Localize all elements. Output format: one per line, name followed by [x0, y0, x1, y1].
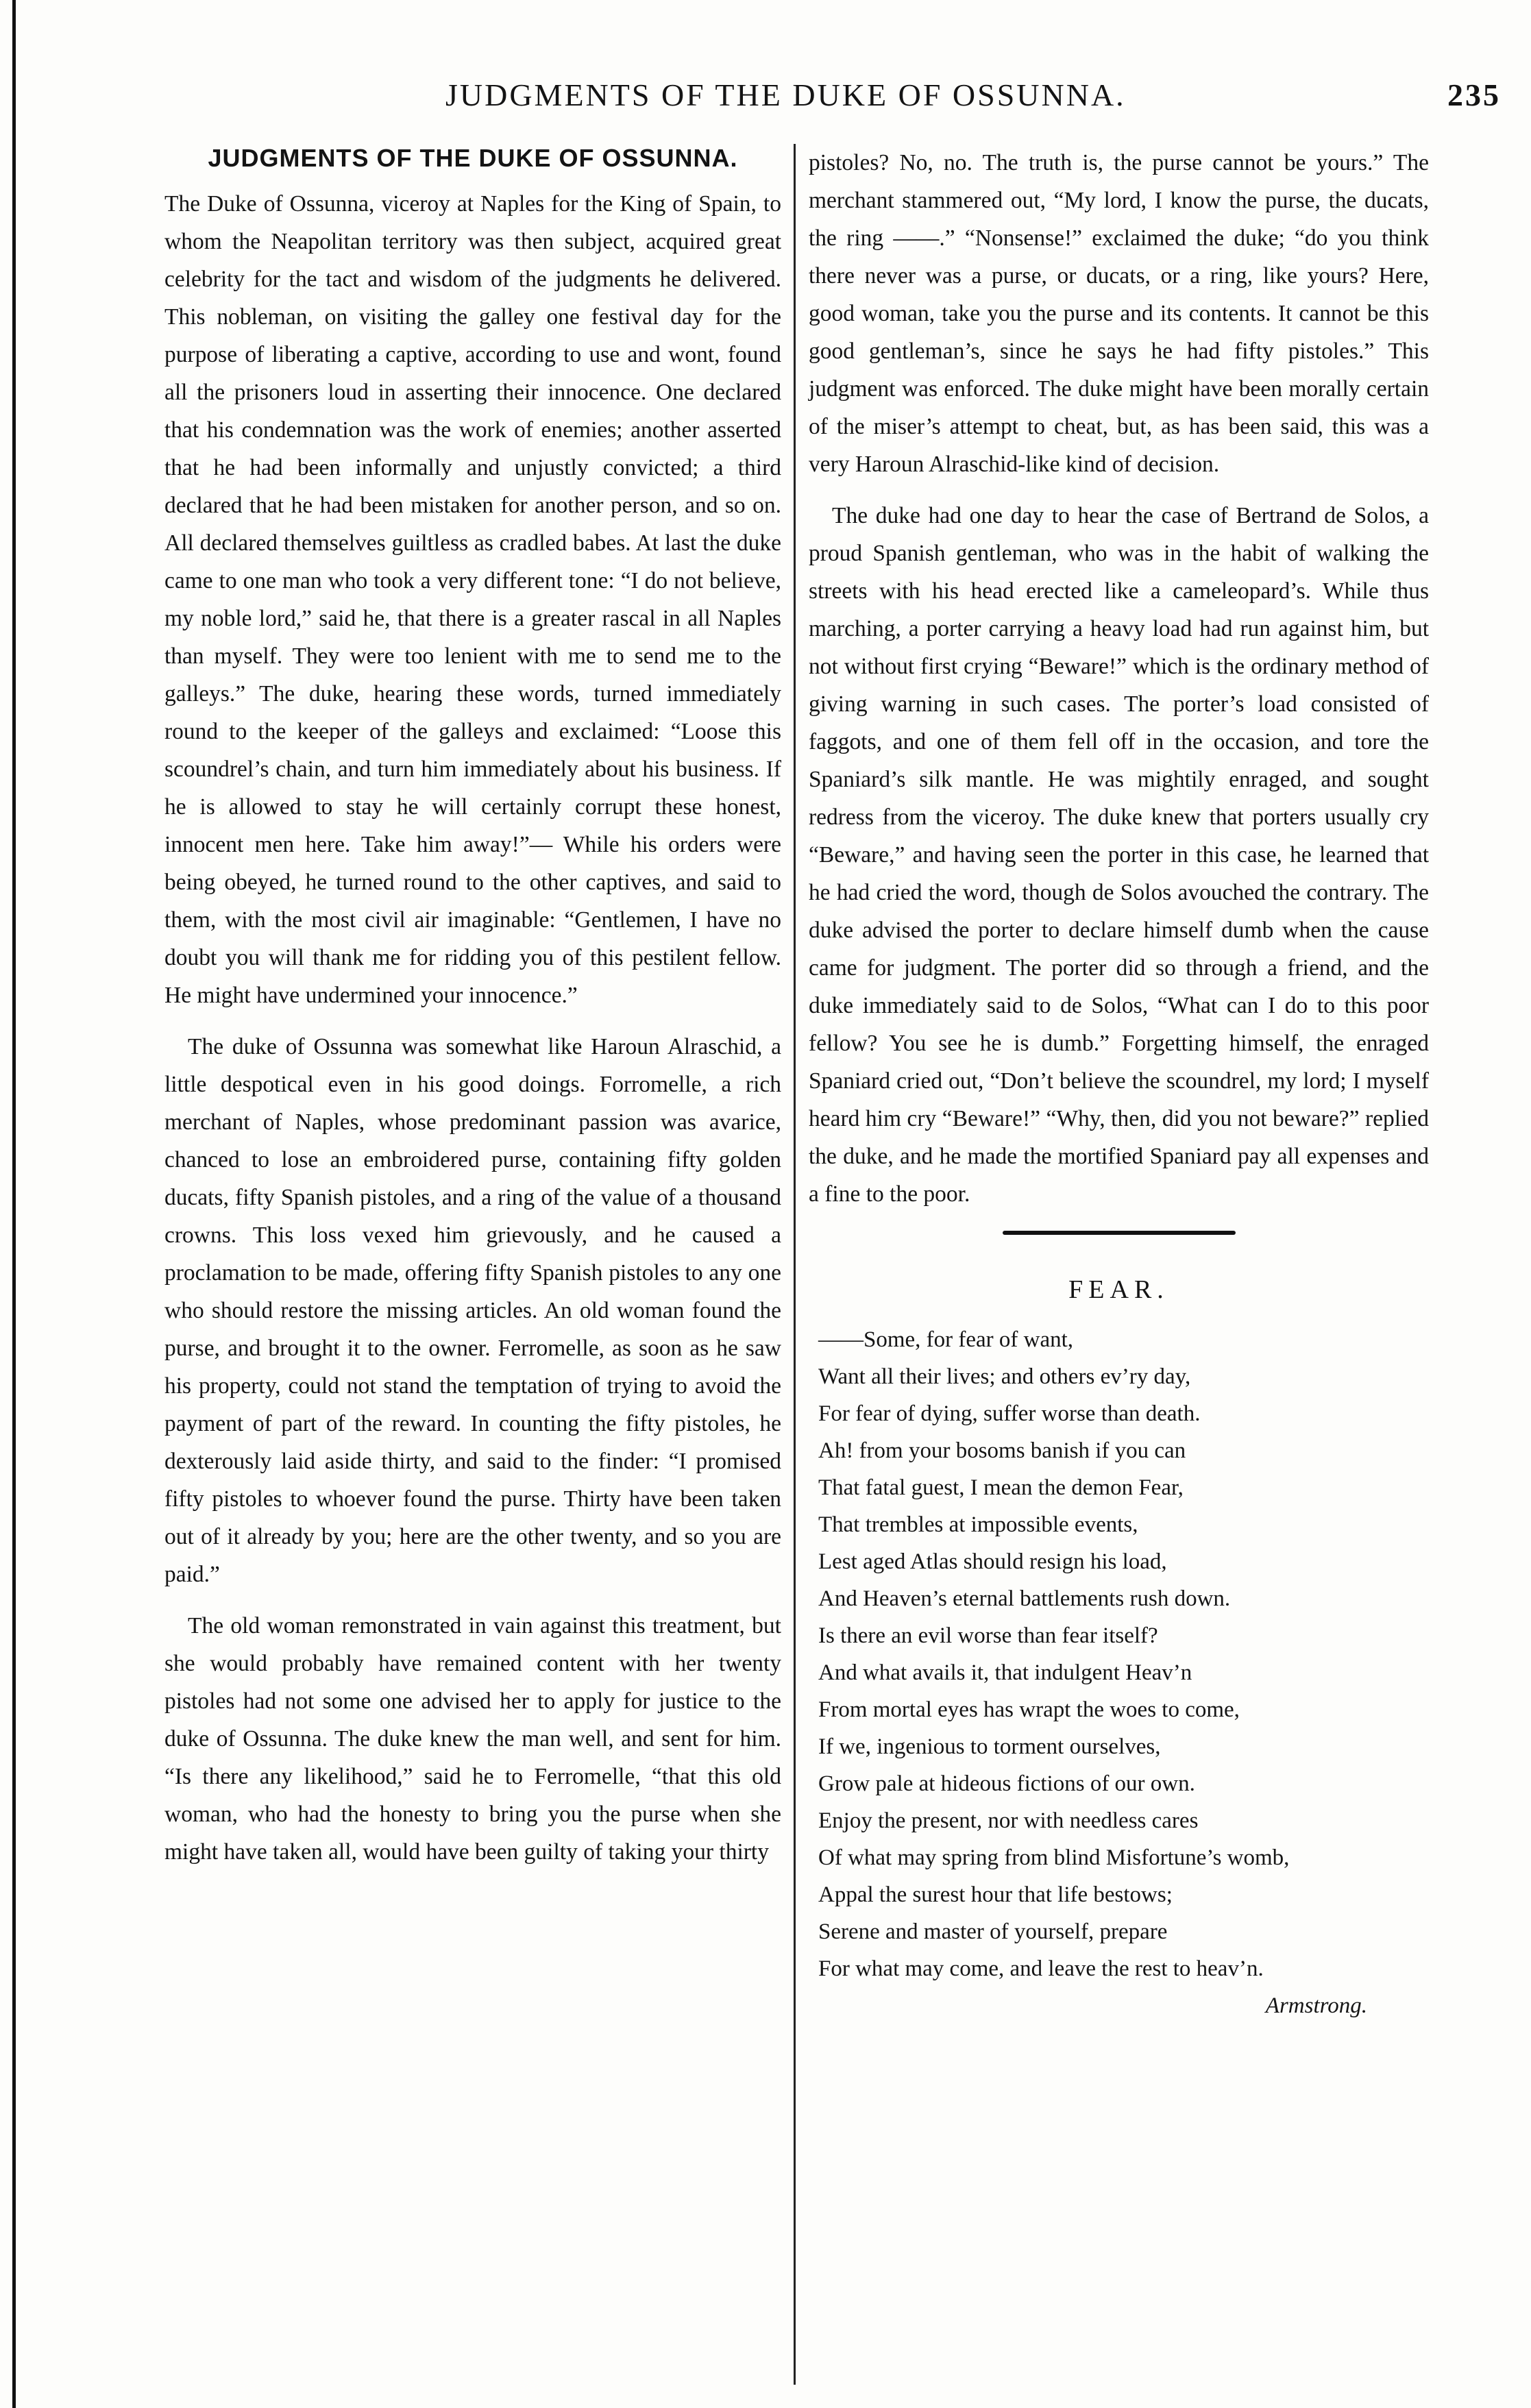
section-divider-ornament — [1003, 1231, 1236, 1235]
page-number: 235 — [1447, 77, 1501, 112]
poem-line: ——Some, for fear of want, — [818, 1327, 1074, 1352]
poem-line: From mortal eyes has wrapt the woes to come, — [818, 1697, 1240, 1722]
poem-line: And Heaven’s eternal battlements rush down. — [818, 1586, 1231, 1611]
poem-line: Ah! from your bosoms banish if you can — [818, 1438, 1186, 1463]
running-header — [158, 77, 1501, 125]
poem-line: Grow pale at hideous fictions of our own. — [818, 1771, 1195, 1796]
poem-line: If we, ingenious to torment ourselves, — [818, 1734, 1161, 1759]
poem-line: Is there an evil worse than fear itself? — [818, 1623, 1158, 1648]
poem-line: Serene and master of yourself, prepare — [818, 1919, 1168, 1944]
poem-line: For fear of dying, suffer worse than death. — [818, 1401, 1201, 1426]
poem-line: For what may come, and leave the rest to heav’n. — [818, 1956, 1264, 1981]
poem-line: And what avails it, that indulgent Heav’n — [818, 1660, 1192, 1685]
poem-body — [809, 1321, 1429, 2024]
binding-edge-rule — [12, 0, 16, 2408]
left-column — [164, 144, 781, 1884]
poem-line: Appal the surest hour that life bestows; — [818, 1882, 1173, 1907]
poem-line: That trembles at impossible events, — [818, 1512, 1138, 1537]
article-paragraph: The old woman remonstrated in vain against this treatment, but she would probably have remained content with her twenty pistoles had not some one advised her to apply for justice to the duke of Ossunna. The duke knew the man well, and sent for him. “Is there any likelihood,” said he to Ferromelle, “that this old woman, who had the honesty to bring you the purse when she might have taken all, would have been guilty of taking your thirty — [164, 1613, 781, 1865]
running-title: JUDGMENTS OF THE DUKE OF OSSUNNA. — [445, 77, 1126, 112]
poem-title: FEAR. — [1068, 1275, 1169, 1304]
article-paragraph: The duke of Ossunna was somewhat like Haroun Alraschid, a little despotical even in his good doings. Forromelle, a rich merchant of Naples, whose predominant passion was avarice, chanced to lose an embroidered purse, containing fifty golden ducats, fifty Spanish pistoles, and a ring of the value of a thousand crowns. This loss vexed him grievously, and he caused a proclamation to be made, offering fifty Spanish pistoles to any one who should restore the missing articles. An old woman found the purse, and brought it to the owner. Ferromelle, as soon as he saw his property, could not stand the temptation of trying to avoid the payment of part of the reward. In counting the fifty pistoles, he dexterously laid aside thirty, and said to the finder: “I promised fifty pistoles to whoever found the purse. Thirty have been taken out of it already by you; here are the other twenty, and so you are paid.” — [164, 1034, 781, 1587]
article-paragraph: pistoles? No, no. The truth is, the purse cannot be yours.” The merchant stammered out, “My lord, I know the purse, the ducats, the ring ——.” “Nonsense!” exclaimed the duke; “do you think there never was a purse, or ducats, or a ring, like yours? Here, good woman, take you the purse and its contents. It cannot be this good gentleman’s, since he says he had fifty pistoles.” This judgment was enforced. The duke might have been morally certain of the miser’s attempt to cheat, but, as has been said, this was a very Haroun Alraschid-like kind of decision. — [809, 150, 1429, 477]
poem-line: That fatal guest, I mean the demon Fear, — [818, 1475, 1184, 1500]
article-title: JUDGMENTS OF THE DUKE OF OSSUNNA. — [208, 144, 738, 172]
column-divider — [794, 144, 796, 2385]
article-paragraph: The Duke of Ossunna, viceroy at Naples for the King of Spain, to whom the Neapolitan territory was then subject, acquired great celebrity for the tact and wisdom of the judgments he delivered. This nobleman, on visiting the galley one festival day for the purpose of liberating a captive, according to use and wont, found all the prisoners loud in asserting their innocence. One declared that his condemnation was the work of enemies; another asserted that he had been informally and unjustly convicted; a third declared that he had been mistaken for another person, and so on. All declared themselves guiltless as cradled babes. At last the duke came to one man who took a very different tone: “I do not believe, my noble lord,” said he, that there is a greater rascal in all Naples than myself. They were too lenient with me to send me to the galleys.” The duke, hearing these words, turned immediately round to the keeper of the galleys and exclaimed: “Loose this scoundrel’s chain, and turn him immediately about his business. If he is allowed to stay he will certainly corrupt these honest, innocent men here. Take him away!”— While his orders were being obeyed, he turned round to the other captives, and said to them, with the most civil air imaginable: “Gentlemen, I have no doubt you will thank me for ridding you of this pestilent fellow. He might have undermined your innocence.” — [164, 191, 781, 1008]
right-column — [809, 144, 1429, 2024]
poem-line: Want all their lives; and others ev’ry day, — [818, 1364, 1191, 1389]
article-paragraph: The duke had one day to hear the case of Bertrand de Solos, a proud Spanish gentleman, who was in the habit of walking the streets with his head erected like a cameleopard’s. While thus marching, a porter carrying a heavy load had run against him, but not without first crying “Beware!” which is the ordinary method of giving warning in such cases. The porter’s load consisted of faggots, and one of them fell off in the occasion, and tore the Spaniard’s silk mantle. He was mightily enraged, and sought redress from the viceroy. The duke knew that porters usually cry “Beware,” and having seen the porter in this case, he learned that he had cried the word, though de Solos avouched the contrary. The duke advised the porter to declare himself dumb when the cause came for judgment. The porter did so through a friend, and the duke immediately said to de Solos, “What can I do to this poor fellow? You see he is dumb.” Forgetting himself, the enraged Spaniard cried out, “Don’t believe the scoundrel, my lord; I myself heard him cry “Beware!” “Why, then, did you not beware?” replied the duke, and he made the mortified Spaniard pay all expenses and a fine to the poor. — [809, 503, 1429, 1207]
poem-line: Lest aged Atlas should resign his load, — [818, 1549, 1167, 1574]
poem-line: Of what may spring from blind Misfortune’s womb, — [818, 1845, 1290, 1870]
poem-line: Enjoy the present, nor with needless cares — [818, 1808, 1199, 1833]
poem-author: Armstrong. — [1265, 1993, 1367, 2018]
